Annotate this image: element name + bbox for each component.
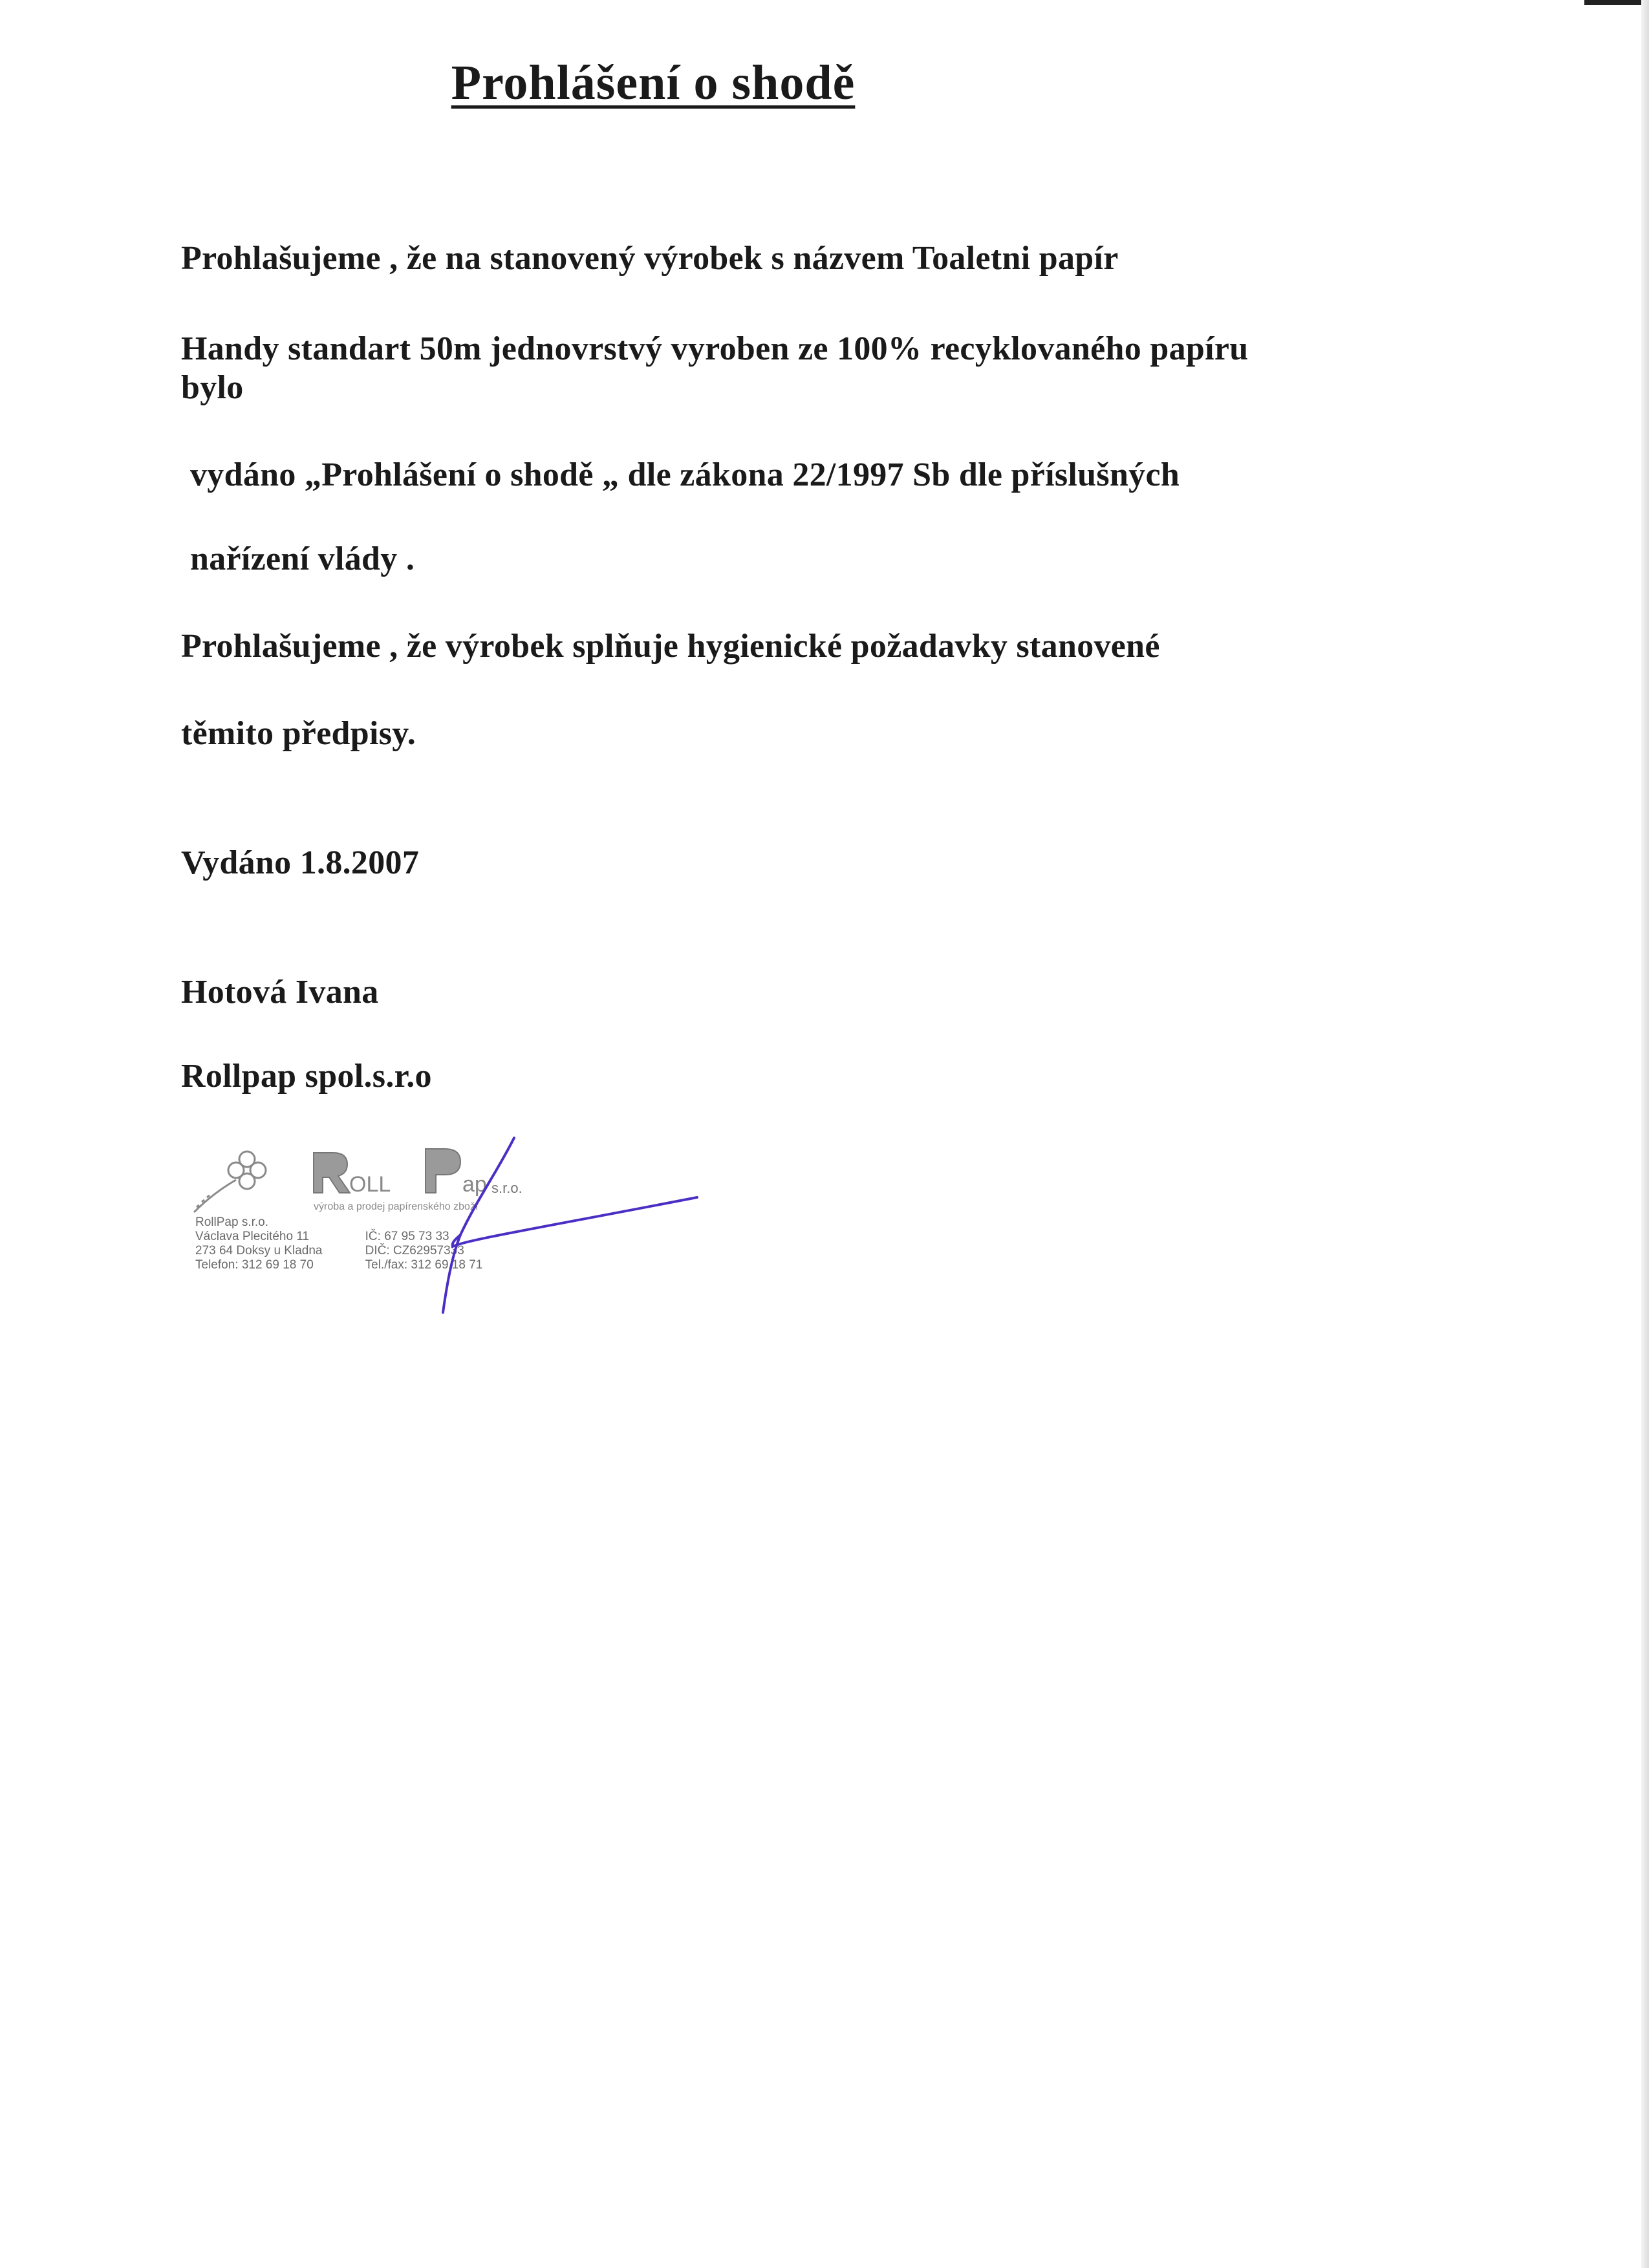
body-line-2: Handy standart 50m jednovrstvý vyroben ze 100% recyklovaného papíru [181, 330, 1249, 367]
stamp-ico: IČ: 67 95 73 33 [365, 1230, 449, 1243]
body-line-5: Prohlašujeme , že výrobek splňuje hygienické požadavky stanovené [181, 628, 1160, 665]
signatory-name: Hotová Ivana [181, 974, 379, 1011]
body-line-2b: bylo [181, 369, 244, 406]
stamp-phone: Telefon: 312 69 18 70 [195, 1258, 314, 1272]
stamp-dic: DIČ: CZ62957333 [365, 1244, 464, 1257]
svg-text:OLL: OLL [349, 1172, 391, 1197]
body-line-1: Prohlašujeme , že na stanovený výrobek s názvem Toaletni papír [181, 240, 1119, 277]
body-line-3: vydáno „Prohlášení o shodě „ dle zákona 22/1997 Sb dle příslušných [190, 456, 1180, 493]
body-line-4: nařízení vlády . [190, 540, 415, 577]
issue-date: Vydáno 1.8.2007 [181, 844, 420, 881]
svg-text:ap: ap [462, 1172, 487, 1197]
svg-text:výroba a prodej papírenského z: výroba a prodej papírenského zboží [314, 1201, 479, 1212]
stamp-company: RollPap s.r.o. [195, 1215, 268, 1229]
stamp-city: 273 64 Doksy u Kladna [195, 1244, 323, 1257]
handwritten-signature-icon [343, 1125, 705, 1325]
body-line-6: těmito předpisy. [181, 715, 416, 752]
stamp-fax: Tel./fax: 312 69 18 71 [365, 1258, 483, 1272]
document-title: Prohlášení o shodě [451, 56, 856, 110]
stamp-street: Václava Plecitého 11 [195, 1230, 310, 1243]
svg-text:s.r.o.: s.r.o. [491, 1180, 523, 1196]
company-name: Rollpap spol.s.r.o [181, 1058, 432, 1095]
scan-edge-top [1584, 0, 1649, 5]
scan-edge-right [1641, 0, 1649, 2268]
